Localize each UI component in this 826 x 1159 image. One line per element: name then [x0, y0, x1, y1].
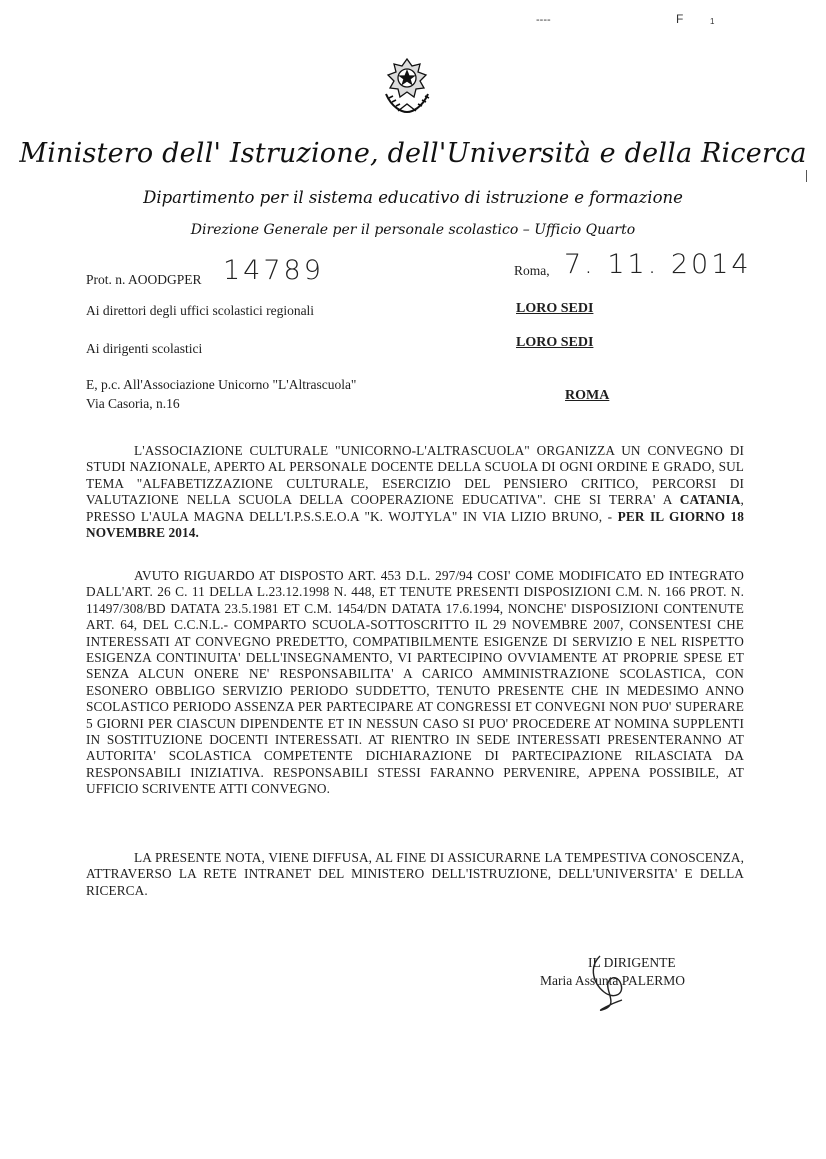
- recipient-location: LORO SEDI: [516, 301, 594, 316]
- corner-mark-left: ----: [536, 14, 551, 26]
- protocol-label: Prot. n. AOODGPER: [86, 272, 202, 287]
- paragraph-convention-venue: , PRESSO L'AULA MAGNA DELL'I.P.S.S.E.O.A "K. WOJTYLA" IN VIA LIZIO BRUNO, -: [86, 492, 744, 524]
- cc-address: Via Casoria, n.16: [86, 396, 180, 411]
- convention-city: CATANIA: [679, 492, 741, 508]
- paragraph-convention: [86, 443, 744, 541]
- paragraph-distribution: LA PRESENTE NOTA, VIENE DIFFUSA, AL FINE DI ASSICURARNE LA TEMPESTIVA CONOSCENZA, ATTRAVERSO LA RETE INTRANET DEL MINISTERO DELL'ISTRUZIONE, DELL'UNIVERSITA' E DELLA RICERCA.: [86, 850, 744, 898]
- corner-mark-f: F: [676, 12, 684, 26]
- protocol-number: 14789: [223, 255, 324, 286]
- paragraph-convention-text: L'ASSOCIAZIONE CULTURALE "UNICORNO-L'ALTRASCUOLA" ORGANIZZA UN CONVEGNO DI STUDI NAZIONALE, APERTO AL PERSONALE DOCENTE DELLA SCUOLA DI OGNI ORDINE E GRADO, SUL TEMA "ALFABETIZZAZIONE CULTURALE, ESERCIZIO DEL PENSIERO CRITICO, PERCORSI DI VALUTAZIONE NELLA SCUOLA DELLA COOPERAZIONE EDUCATIVA". CHE SI TERRA' A: [86, 443, 744, 508]
- paragraph-authorization: AVUTO RIGUARDO AT DISPOSTO ART. 453 D.L. 297/94 COSI' COME MODIFICATO ED INTEGRATO DALL'ART. 26 C. 11 DELLA L.23.12.1998 N. 448, ET TENUTE PRESENTI DISPOSIZIONI C.M. N. 166 PROT. N. 11497/308/BD DATATA 23.5.1981 ET C.M. 1454/DN DATATA 17.6.1994, NONCHE' DISPOSIZIONI CONTENUTE ART. 64, DEL C.C.N.L.- COMPARTO SCUOLA-SOTTOSCRITTO IL 29 NOVEMBRE 2007, CONSENTESI CHE INTERESSATI AT CONVEGNO PREDETTO, COMPATIBILMENTE ESIGENZE DI SERVIZIO E NEL RISPETTO ESIGENZA CONTINUITA' DELL'INSEGNAMENTO, VI PARTECIPINO OVVIAMENTE AT PROPRIE SPESE ET SENZA ALCUN ONERE NE' RESPONSABILITA' A CARICO AMMINISTRAZIONE SCOLASTICA, CON ESONERO OBBLIGO SERVIZIO PERIODO SUDDETTO, TENUTO PRESENTE CHE IN MEDESIMO ANNO SCOLASTICO PERIODO ASSENZA PER PARTECIPARE AT CONGRESSI ET CONVEGNI NON PUO' SUPERARE 5 GIORNI PER CIASCUN DIPENDENTE ET IN NESSUN CASO SI PUO' PROCEDERE AT NOMINA SUPPLENTI IN SOSTITUZIONE DOCENTI INTERESSATI. AT RIENTRO IN SEDE INTERESSATI PRESENTERANNO AT AUTORITA' SCOLASTICA COMPETENTE DICHIARAZIONE DI PARTECIPAZIONE RILASCIATA DA RESPONSABILI INIZIATIVA. RESPONSABILI STESSI FARANNO PERVENIRE, APPENA POSSIBILE, AT UFFICIO SCRIVENTE ATTI CONVEGNO.: [86, 568, 744, 797]
- department-name: Dipartimento per il sistema educativo di istruzione e formazione: [143, 188, 683, 207]
- recipient-location: LORO SEDI: [516, 335, 594, 350]
- signature-title: IL DIRIGENTE: [588, 955, 676, 970]
- cc-location: ROMA: [565, 388, 610, 403]
- convention-date: PER IL GIORNO 18 NOVEMBRE 2014.: [86, 508, 744, 541]
- signature-name: Maria Assunta PALERMO: [540, 973, 686, 988]
- cc-association: E, p.c. All'Associazione Unicorno "L'Altrascuola": [86, 377, 357, 392]
- scan-edge-mark: [806, 170, 807, 182]
- ministry-name: Ministero dell' Istruzione, dell'Università e della Ricerca: [19, 138, 807, 169]
- direction-name: Direzione Generale per il personale scolastico – Ufficio Quarto: [190, 222, 636, 238]
- recipient-regional-directors: Ai direttori degli uffici scolastici regionali: [86, 303, 315, 318]
- handwritten-signature: [580, 948, 640, 1018]
- republic-emblem-icon: [376, 54, 438, 116]
- date-place: Roma,: [514, 263, 550, 278]
- recipient-school-heads: Ai dirigenti scolastici: [86, 341, 203, 356]
- document-date: 7. 11. 2014: [564, 249, 752, 280]
- corner-mark-small: 1: [710, 17, 715, 26]
